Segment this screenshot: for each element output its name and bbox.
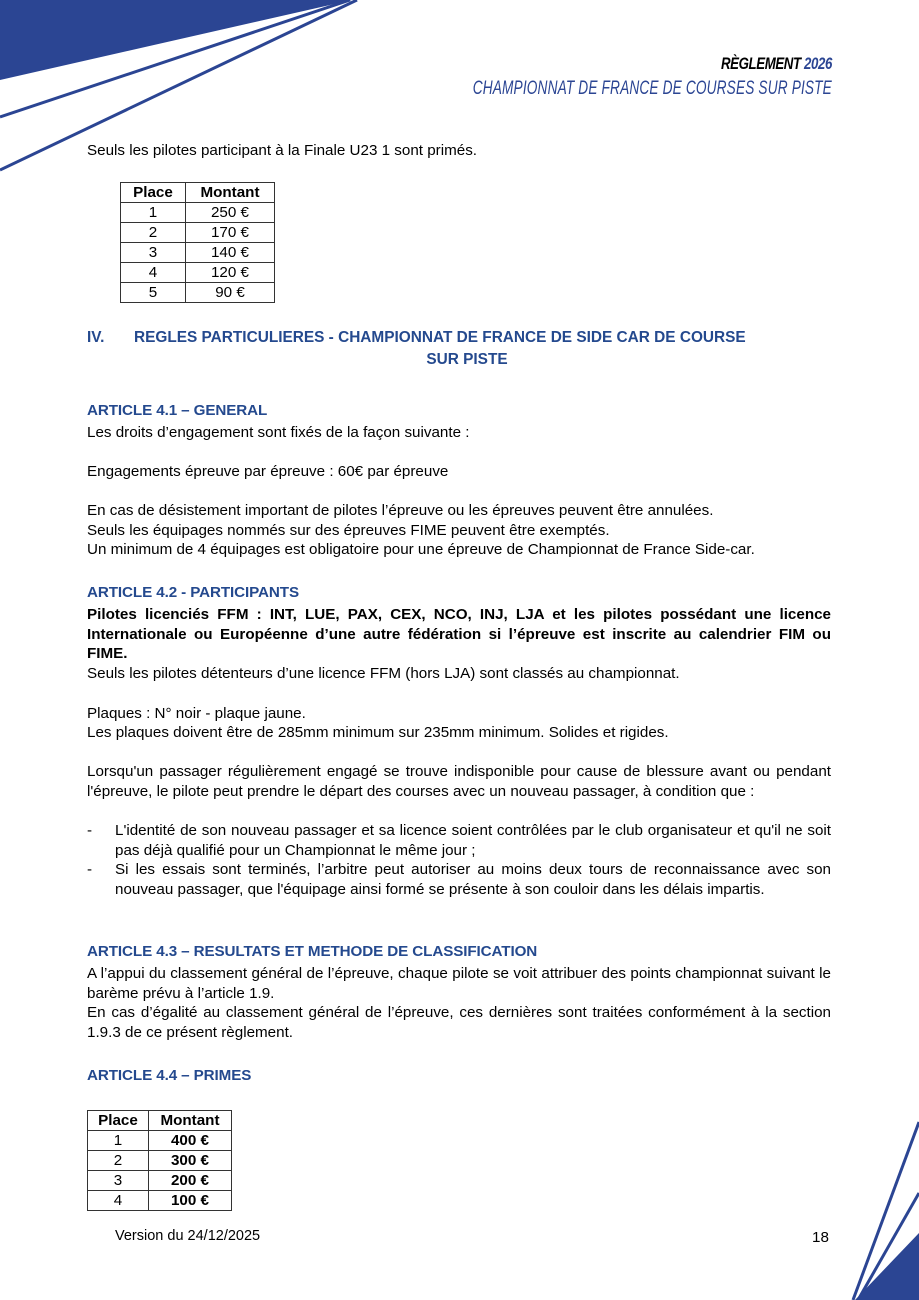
article-4-1-line-1: En cas de désistement important de pilotes l’épreuve ou les épreuves peuvent être annulées. (87, 502, 714, 519)
header-title-year: 2026 (804, 54, 832, 73)
header-title-reglement: RÈGLEMENT (721, 54, 801, 73)
article-4-2-heading: ARTICLE 4.2 - PARTICIPANTS (87, 584, 300, 601)
header-subtitle: CHAMPIONNAT DE FRANCE DE COURSES SUR PISTE (472, 78, 832, 99)
bullet-marker: - (87, 861, 93, 878)
table-header-row (121, 183, 275, 203)
article-4-1-paragraph-2: Engagements épreuve par épreuve : 60€ par épreuve (87, 463, 449, 480)
prize-table-u23 (120, 182, 275, 303)
amount-cell: 170 € (186, 223, 275, 243)
article-4-2-plates-line-2: Les plaques doivent être de 285mm minimum sur 235mm minimum. Solides et rigides. (87, 724, 669, 741)
place-cell: 1 (121, 203, 186, 223)
article-4-1-heading: ARTICLE 4.1 – GENERAL (87, 402, 268, 419)
section-title-line2: SUR PISTE (426, 351, 508, 368)
article-4-2-plates-line-1: Plaques : N° noir - plaque jaune. (87, 705, 306, 722)
list-item (87, 860, 831, 899)
article-4-3-paragraph-1: A l’appui du classement général de l’épreuve, chaque pilote se voit attribuer des points championnat suivant le barème prévu à l’article 1.9. (87, 965, 831, 1002)
place-cell: 1 (88, 1131, 149, 1151)
column-header-place: Place (121, 183, 186, 203)
place-cell: 3 (121, 243, 186, 263)
table-row (121, 263, 275, 283)
amount-cell: 250 € (186, 203, 275, 223)
column-header-amount: Montant (149, 1111, 232, 1131)
bullet-marker: - (87, 822, 93, 839)
amount-cell: 400 € (149, 1131, 232, 1151)
article-4-3-heading: ARTICLE 4.3 – RESULTATS ET METHODE DE CLASSIFICATION (87, 943, 538, 960)
table-row (121, 203, 275, 223)
table-row (121, 223, 275, 243)
column-header-amount: Montant (186, 183, 275, 203)
document-header (333, 54, 832, 101)
amount-cell: 90 € (186, 283, 275, 303)
article-4-1-paragraph-1: Les droits d’engagement sont fixés de la façon suivante : (87, 424, 470, 441)
corner-stripes-decoration-bottom-right (840, 1120, 919, 1300)
footer-page-number: 18 (812, 1229, 829, 1246)
amount-cell: 100 € (149, 1191, 232, 1211)
article-4-3-paragraph-2: En cas d’égalité au classement général de l’épreuve, ces dernières sont traitées conformément à la section 1.9.3 de ce présent règlement. (87, 1004, 831, 1041)
amount-cell: 140 € (186, 243, 275, 263)
article-4-1-line-3: Un minimum de 4 équipages est obligatoire pour une épreuve de Championnat de France Side-car. (87, 541, 755, 558)
place-cell: 2 (121, 223, 186, 243)
place-cell: 4 (121, 263, 186, 283)
table-row (88, 1171, 232, 1191)
table-row (88, 1131, 232, 1151)
table-row (121, 243, 275, 263)
place-cell: 4 (88, 1191, 149, 1211)
article-4-1-line-2: Seuls les équipages nommés sur des épreuves FIME peuvent être exemptés. (87, 522, 610, 539)
table-header-row (88, 1111, 232, 1131)
intro-text: Seuls les pilotes participant à la Finale U23 1 sont primés. (87, 142, 478, 159)
article-4-4-heading: ARTICLE 4.4 – PRIMES (87, 1067, 252, 1084)
amount-cell: 120 € (186, 263, 275, 283)
place-cell: 5 (121, 283, 186, 303)
column-header-place: Place (88, 1111, 149, 1131)
amount-cell: 300 € (149, 1151, 232, 1171)
amount-cell: 200 € (149, 1171, 232, 1191)
article-4-2-paragraph-3: Lorsqu'un passager régulièrement engagé se trouve indisponible pour cause de blessure avant ou pendant l'épreuve, le pilote peut prendre le départ des courses avec un nouveau passager, à condition que : (87, 763, 831, 800)
place-cell: 2 (88, 1151, 149, 1171)
table-row (88, 1151, 232, 1171)
table-row (121, 283, 275, 303)
list-item (87, 821, 831, 860)
place-cell: 3 (88, 1171, 149, 1191)
section-number: IV. (87, 329, 105, 346)
list-item-text: L'identité de son nouveau passager et sa licence soient contrôlées par le club organisateur et qu'il ne soit pas déjà qualifié pour un Championnat le même jour ; (115, 822, 831, 859)
article-4-2-paragraph-1: Seuls les pilotes détenteurs d’une licence FFM (hors LJA) sont classés au championnat. (87, 665, 680, 682)
prize-table-sidecar (87, 1110, 232, 1211)
list-item-text: Si les essais sont terminés, l’arbitre peut autoriser au moins deux tours de reconnaissance avec son nouveau passager, que l'équipage ainsi formé se présente à son couloir dans les délais impartis. (115, 861, 831, 898)
section-title-line1: REGLES PARTICULIERES - CHAMPIONNAT DE FRANCE DE SIDE CAR DE COURSE (134, 329, 746, 346)
footer-version: Version du 24/12/2025 (115, 1228, 261, 1244)
table-row (88, 1191, 232, 1211)
header-title (443, 54, 832, 74)
article-4-2-licence-paragraph: Pilotes licenciés FFM : INT, LUE, PAX, CEX, NCO, INJ, LJA et les pilotes possédant une licence Internationale ou Européenne d’une autre fédération si l’épreuve est inscrite au calendrier FIM ou FIME. (87, 606, 831, 663)
